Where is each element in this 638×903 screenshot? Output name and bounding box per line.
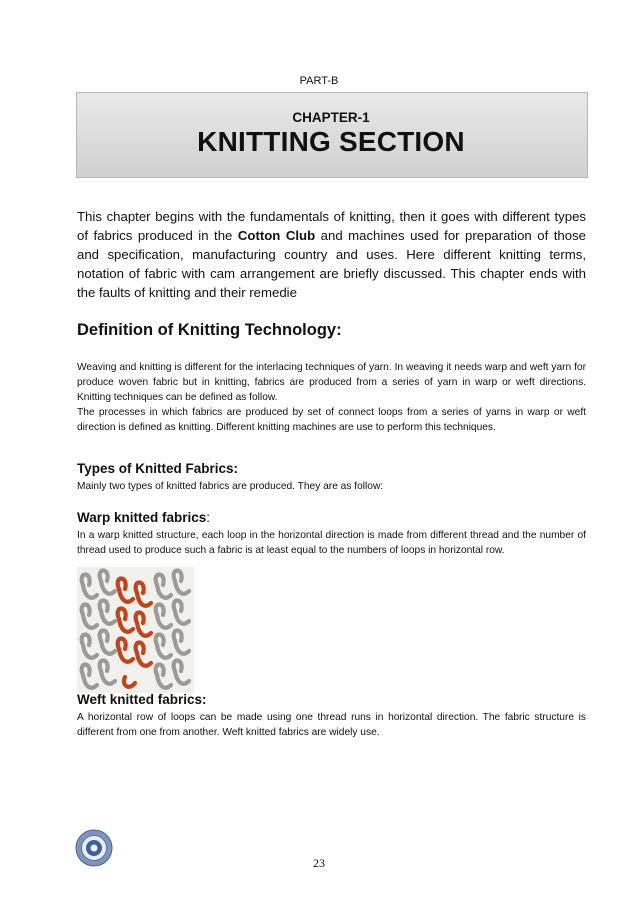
- warp-heading: [77, 510, 210, 525]
- warp-heading-text: Warp knitted fabrics: [77, 510, 207, 525]
- warp-paragraph: In a warp knitted structure, each loop in the horizontal direction is made from different thread and the number of thread used to produce such a fabric is at least equal to the numbers of loops in horizontal row.: [77, 530, 586, 556]
- orange-loops: [118, 579, 151, 687]
- intro-text-start: This chapter begins with the fundamentals of knitting, then it goes with different types of fabrics produced in the: [77, 209, 586, 243]
- chapter-number: CHAPTER-1: [292, 110, 370, 125]
- intro-bold-text: Cotton Club: [237, 228, 316, 243]
- types-paragraph: Mainly two types of knitted fabrics are produced. They are as follow:: [77, 481, 384, 492]
- chapter-title: KNITTING SECTION: [197, 126, 465, 157]
- definition-heading: Definition of Knitting Technology:: [77, 321, 342, 339]
- warp-heading-colon: :: [206, 510, 211, 525]
- weft-paragraph: A horizontal row of loops can be made using one thread runs in horizontal direction. The fabric structure is different from one from another. Weft knitted fabrics are widely use.: [77, 712, 586, 738]
- intro-text-end: and machines used for preparation of those and specification, manufacturing country and uses. Here different knitting terms, notation of fabric with cam arrangement are briefly discussed. This chapter ends with the faults of knitting and their remedie: [77, 228, 586, 300]
- types-heading: Types of Knitted Fabrics:: [77, 461, 239, 476]
- weft-heading: Weft knitted fabrics:: [77, 692, 207, 707]
- intro-paragraph: [77, 207, 586, 302]
- warp-knitted-fabric-image: [77, 567, 194, 693]
- page-number: 23: [313, 856, 325, 870]
- definition-paragraph-1: Weaving and knitting is different for the interlacing techniques of yarn. In weaving it needs warp and weft yarn for produce woven fabric but in knitting, fabrics are produced from a series of yarn in warp or weft directions. Knitting techniques can be defined as follow.: [77, 362, 586, 403]
- part-label: PART-B: [299, 75, 339, 87]
- definition-paragraph-2: The processes in which fabrics are produced by set of connect loops from a series of yarns in warp or weft direction is defined as knitting. Different knitting machines are use to perform this techniques.: [77, 407, 586, 433]
